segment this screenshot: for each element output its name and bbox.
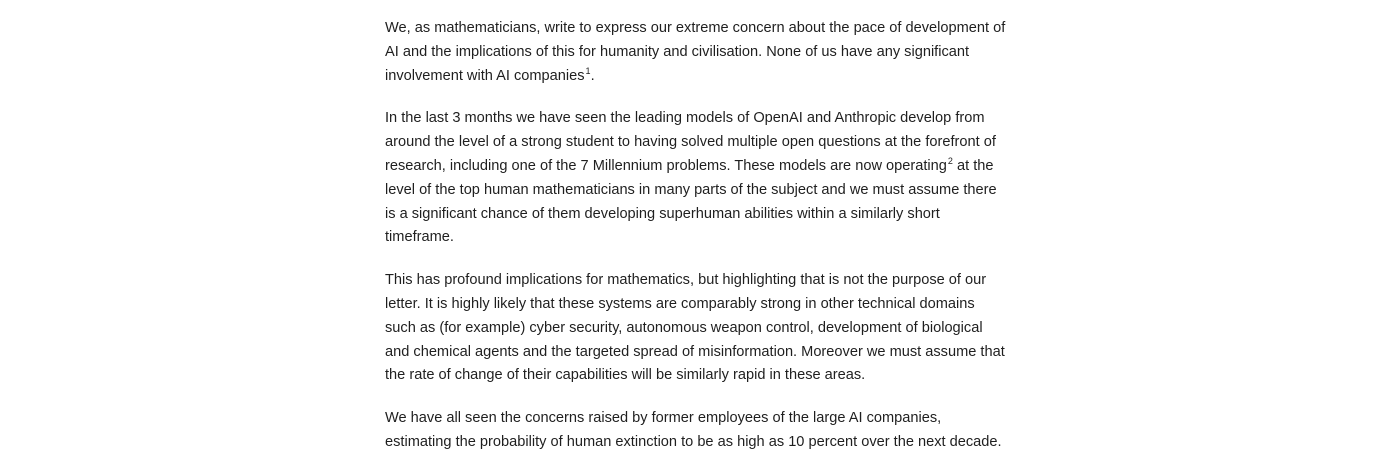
paragraph-4 — [385, 407, 1025, 455]
text-fragment: involvement with AI companies — [385, 67, 585, 84]
paragraph-3 — [385, 269, 1025, 388]
letter-body — [385, 17, 1025, 467]
text-fragment: at the — [952, 157, 994, 174]
text-line: timeframe. — [385, 229, 454, 246]
paragraph-1 — [385, 17, 1025, 88]
text-line: estimating the probability of human extinction to be as high as 10 percent over the next decade. — [385, 433, 1002, 450]
paragraph-2 — [385, 107, 1025, 250]
text-line: around the level of a strong student to having solved multiple open questions at the forefront of — [385, 134, 996, 151]
text-line: level of the top human mathematicians in many parts of the subject and we must assume there — [385, 181, 997, 198]
text-line: and chemical agents and the targeted spread of misinformation. Moreover we must assume that — [385, 343, 1005, 360]
text-line — [385, 155, 1025, 179]
footnote-ref-1[interactable]: 1 — [585, 65, 591, 76]
text-line: In the last 3 months we have seen the leading models of OpenAI and Anthropic develop from — [385, 110, 985, 127]
text-line: We have all seen the concerns raised by former employees of the large AI companies, — [385, 410, 942, 427]
text-line: We, as mathematicians, write to express our extreme concern about the pace of development of — [385, 20, 1006, 36]
text-line: the rate of change of their capabilities will be similarly rapid in these areas. — [385, 367, 866, 384]
text-line: This has profound implications for mathematics, but highlighting that is not the purpose of our — [385, 272, 987, 289]
text-line: letter. It is highly likely that these systems are comparably strong in other technical domains — [385, 295, 975, 312]
footnote-ref-2[interactable]: 2 — [947, 155, 953, 166]
text-line — [385, 65, 1025, 89]
text-fragment: . — [590, 67, 595, 84]
text-fragment: research, including one of the 7 Millennium problems. These models are now operating — [385, 157, 947, 174]
text-line: such as (for example) cyber security, autonomous weapon control, development of biological — [385, 319, 983, 336]
text-line: is a significant chance of them developing superhuman abilities within a similarly short — [385, 205, 940, 222]
text-line: AI and the implications of this for humanity and civilisation. None of us have any significant — [385, 43, 970, 60]
